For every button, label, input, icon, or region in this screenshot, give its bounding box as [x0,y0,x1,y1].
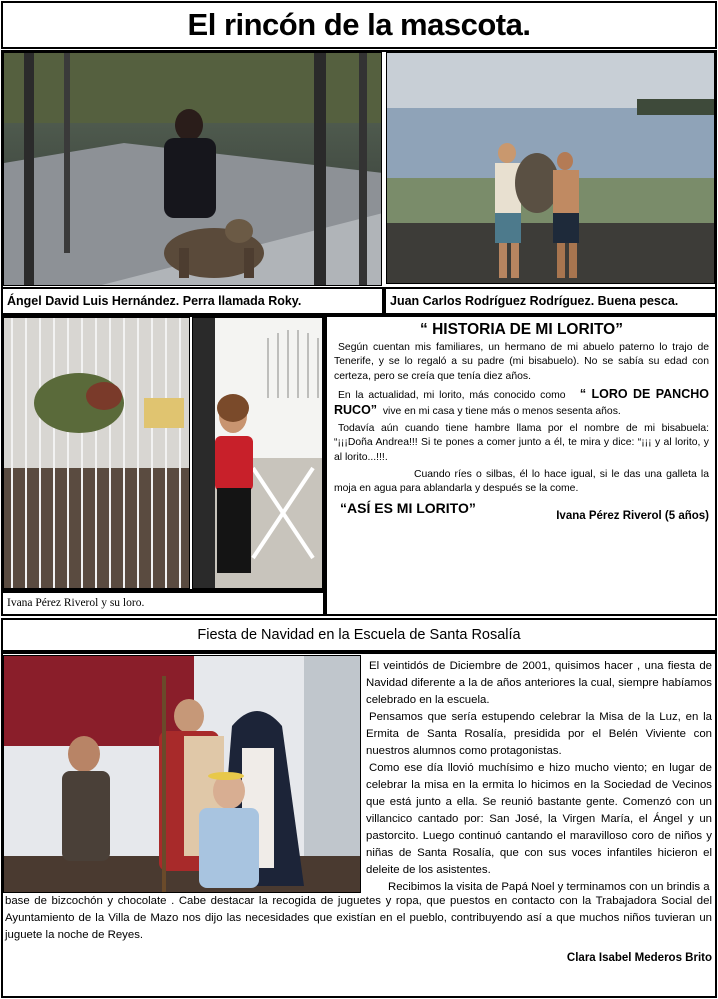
photo-nativity-image [4,656,361,893]
lorito-title: “ HISTORIA DE MI LORITO” [420,321,623,338]
photo-girl-with-cage-image [193,318,323,589]
photo1-caption: Ángel David Luis Hernández. Perra llamada Roky. [1,287,384,315]
lorito-paragraph-2: En la actualidad, mi lorito, más conocido como “ LORO DE PANCHO RUCO” vive en mi casa y tiene más o menos sesenta años. [334,386,709,418]
lorito-paragraph-4: Cuando ríes o silbas, él lo hace igual, si le das una galleta la moja en agua para ablandarla y después se la come. [334,468,709,495]
page-title: El rincón de la mascota. [1,1,717,49]
photo-girl-with-dog [3,52,382,286]
photo-parrot-cage-image [4,318,190,589]
fiesta-heading: Fiesta de Navidad en la Escuela de Santa Rosalía [1,618,717,652]
photo-fishermen [386,52,715,284]
fiesta-text-full [5,893,712,967]
fiesta-paragraph-3: Como ese día llovió muchísimo e hizo mucho viento; en lugar de celebrar la misa en la ermita lo hicimos en la Sociedad de Vecinos que está junto a ella. Se reunió bastante gente. Comenzó con un villancico cantado por: San José, la Virgen María, el Ángel y un pastorcito. Luego continuó cantando el maravilloso coro de niños y niñas de Santa Rosalía, que con sus voces infantiles hicieron el deleite de los asistentes. [366,762,712,876]
fiesta-paragraph-1: El veintidós de Diciembre de 2001, quisimos hacer , una fiesta de Navidad diferente a la de años anteriores la cual, siempre habíamos celebrado en la escuela. [366,660,712,706]
lorito-story [325,315,717,616]
fiesta-paragraph-2: Pensamos que sería estupendo celebrar la Misa de la Luz, en la Ermita de Santa Rosalía, presidida por el Belén Viviente con nuestros alumnos como protagonistas. [366,711,712,757]
photo-fishermen-image [387,53,715,284]
photo2-caption: Juan Carlos Rodríguez Rodríguez. Buena pesca. [384,287,717,315]
lorito-author: Ivana Pérez Riverol (5 años) [556,510,709,523]
fiesta-author: Clara Isabel Mederos Brito [566,952,712,964]
parrot-caption: Ivana Pérez Riverol y su loro. [7,597,145,609]
photo-girl-with-cage [192,317,323,589]
parrot-caption-box [1,591,325,616]
photo-nativity [3,655,361,893]
lorito-closing: “ASÍ ES MI LORITO” [340,500,476,517]
lorito-paragraph-3: Todavía aún cuando tiene hambre llama por el nombre de mi bisabuela: “¡¡¡Doña Andrea!!! Si te pones a comer junto a él, te mira y dice: “¡¡¡ y al lorito, y al lorito...!!!. [334,423,709,463]
lorito-paragraph-1: Según cuentan mis familiares, un hermano de mi abuelo paterno lo trajo de Tenerife, y se lo regaló a su padre (mi bisabuelo). No se sabía su edad con certeza, pero se creía que tenía diez años. [334,342,709,382]
fiesta-paragraph-4-start: Recibimos la visita de Papá Noel y terminamos con un brindis a [388,881,710,893]
fiesta-text-column [366,658,712,896]
photo-parrot-cage [3,317,190,589]
photo-girl-with-dog-image [4,53,382,286]
fiesta-paragraph-4-end: base de bizcochón y chocolate . Cabe destacar la recogida de juguetes y ropa, que puestos en contacto con la Trabajadora Social del Ayuntamiento de la Villa de Mazo nos dijo las necesidades que existían en el pueblo, contribuyendo así a que muchos niños tuvieran un juguete la noche de Reyes. [5,895,712,941]
